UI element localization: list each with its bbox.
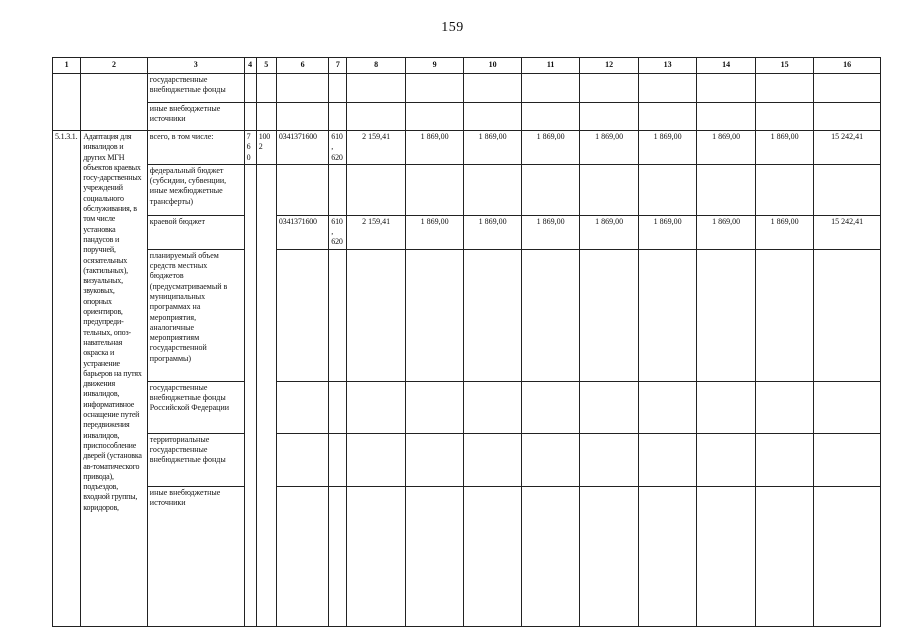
source-cell: всего, в том числе: — [147, 131, 244, 165]
header-row — [53, 58, 881, 74]
item-code: 5.1.3.1. — [53, 131, 81, 627]
table-row — [53, 486, 881, 626]
page-number: 159 — [441, 20, 464, 35]
value-cell: 1 869,00 — [697, 131, 755, 165]
header-cell: 7 — [329, 58, 347, 74]
value-cell: 15 242,41 — [814, 215, 881, 249]
source-cell: федеральный бюджет (субсидии, субвенции, иные межбюджетные трансферты) — [147, 164, 244, 215]
table-row — [53, 433, 881, 486]
header-cell: 13 — [638, 58, 696, 74]
csr-cell: 0341371600 — [276, 215, 328, 249]
header-cell: 4 — [244, 58, 256, 74]
value-cell: 1 869,00 — [580, 131, 638, 165]
header-cell: 5 — [256, 58, 276, 74]
value-cell: 1 869,00 — [405, 131, 463, 165]
value-cell: 1 869,00 — [638, 131, 696, 165]
header-cell: 6 — [276, 58, 328, 74]
source-cell: краевой бюджет — [147, 215, 244, 249]
value-cell: 1 869,00 — [521, 131, 579, 165]
value-cell: 1 869,00 — [464, 131, 521, 165]
header-cell: 12 — [580, 58, 638, 74]
header-cell: 15 — [755, 58, 813, 74]
source-cell: иные внебюджетные источники — [147, 486, 244, 626]
header-cell: 3 — [147, 58, 244, 74]
header-cell: 2 — [81, 58, 148, 74]
value-cell: 1 869,00 — [638, 215, 696, 249]
table-row — [53, 103, 881, 131]
vr-cell: 610, 620 — [329, 131, 347, 165]
table-row — [53, 381, 881, 433]
value-cell: 1 869,00 — [405, 215, 463, 249]
table-row — [53, 74, 881, 103]
value-cell: 1 869,00 — [464, 215, 521, 249]
header-cell: 14 — [697, 58, 755, 74]
header-cell: 16 — [814, 58, 881, 74]
rzpr-cell: 1002 — [256, 131, 276, 165]
source-cell: государственные внебюджетные фонды Российской Федерации — [147, 381, 244, 433]
grbs-cell: 760 — [244, 131, 256, 165]
source-cell: планируемый объем средств местных бюджетов (предусматриваемый в муниципальных программах на мероприятия, аналогичные мероприятиям государственной программы) — [147, 249, 244, 381]
source-cell: государственные внебюджетные фонды — [147, 74, 244, 103]
header-cell: 1 — [53, 58, 81, 74]
source-cell: территориальные государственные внебюджетные фонды — [147, 433, 244, 486]
table-row — [53, 249, 881, 381]
header-cell: 11 — [521, 58, 579, 74]
value-cell: 15 242,41 — [814, 131, 881, 165]
value-cell: 1 869,00 — [697, 215, 755, 249]
csr-cell: 0341371600 — [276, 131, 328, 165]
value-cell: 2 159,41 — [347, 131, 405, 165]
value-cell: 1 869,00 — [521, 215, 579, 249]
header-cell: 10 — [464, 58, 521, 74]
header-cell: 9 — [405, 58, 463, 74]
value-cell: 1 869,00 — [755, 131, 813, 165]
value-cell: 1 869,00 — [755, 215, 813, 249]
table-row — [53, 164, 881, 215]
item-name: Адаптация для инвалидов и других МГН объектов краевых госу-дарственных учреждений социального обслуживания, в том числе установка пандусов и поручней, осязательных (тактильных), визуальных, звуковых, опорных ориентиров, предупреди-тельных, опоз-навательная окраска и устранение барьеров на путях движения инвалидов, информативное оснащение путей передвижения инвалидов, приспособление дверей (установка ав-томатического привода), подъездов, входной группы, коридоров, — [81, 131, 148, 627]
table-row — [53, 131, 881, 165]
value-cell: 1 869,00 — [580, 215, 638, 249]
table-row — [53, 215, 881, 249]
vr-cell: 610, 620 — [329, 215, 347, 249]
value-cell: 2 159,41 — [347, 215, 405, 249]
source-cell: иные внебюджетные источники — [147, 103, 244, 131]
header-cell: 8 — [347, 58, 405, 74]
budget-table — [52, 57, 881, 627]
